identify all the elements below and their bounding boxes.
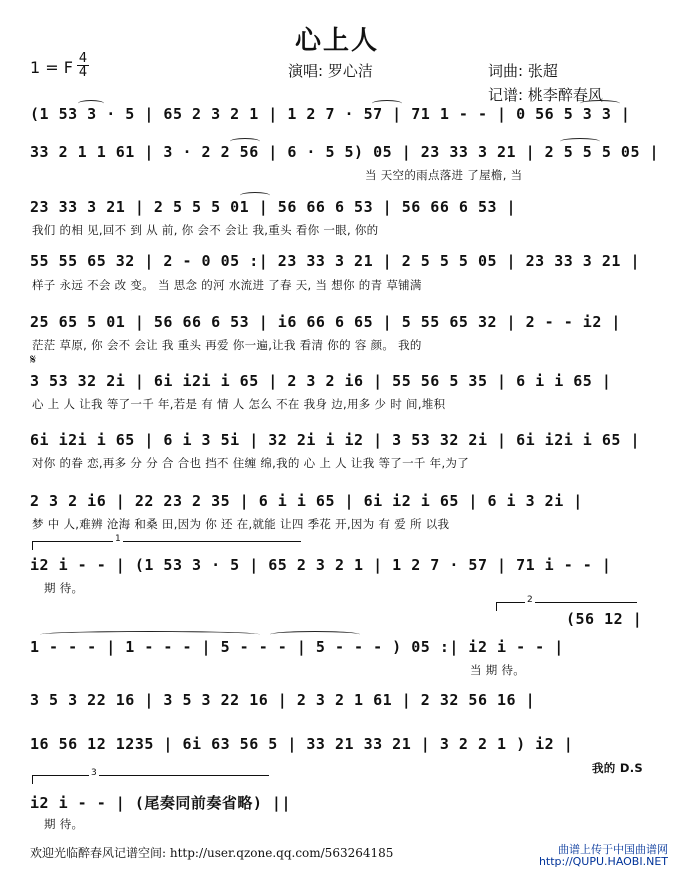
lyric-row-8: 梦 中 人,难辨 沧海 和桑 田,因为 你 还 在,就能 让四 季花 开,因为 有 爱 所 以我 [32, 517, 450, 531]
volta-1-bracket [32, 534, 301, 550]
slur-mark [372, 100, 402, 107]
lyric-row-5: 茫茫 草原, 你 会不 会让 我 重头 再爱 你一遍,让我 看清 你的 容 颜。 我的 [32, 338, 422, 352]
notation-row-11: 1 - - - | 1 - - - | 5 - - - | 5 - - - ) 05 :| i2 i - - | [30, 638, 564, 656]
slur-mark [270, 631, 360, 638]
lyric-row-6: 心 上 人 让我 等了一千 年,若是 有 情 人 怎么 不在 我身 边,用多 少 时 间,堆积 [32, 397, 446, 411]
transcriber: 记谱: 桃李醉春风 [488, 86, 603, 104]
key-label: 1 = F [30, 58, 73, 77]
notation-row-13: 16 56 12 1235 | 6i 63 56 5 | 33 21 33 21 | 3 2 2 1 ) i2 | [30, 735, 574, 753]
notation-row-2: 33 2 1 1 61 | 3 · 2 2 56 | 6 · 5 5) 05 | 23 33 3 21 | 2 5 5 5 05 | [30, 143, 660, 161]
footer-credit: 欢迎光临醉春风记谱空间: http://user.qzone.qq.com/563264185 [30, 846, 394, 860]
notation-row-14: i2 i - - | (尾奏同前奏省略) || [30, 794, 291, 812]
lyric-row-9: 期 待。 [44, 581, 84, 595]
volta-3-label: 3 [91, 768, 97, 778]
slur-mark [580, 100, 620, 107]
notation-row-3: 23 33 3 21 | 2 5 5 5 01 | 56 66 6 53 | 56 66 6 53 | [30, 198, 517, 216]
lyric-row-4: 样子 永远 不会 改 变。 当 思念 的河 水流进 了春 天, 当 想你 的青 草铺满 [32, 278, 422, 292]
volta-2-label: 2 [527, 595, 533, 605]
lyric-row-7: 对你 的眷 恋,再多 分 分 合 合也 挡不 住缠 绵,我的 心 上 人 让我 等了一千 年,为了 [32, 456, 469, 470]
slur-mark [240, 192, 270, 199]
notation-row-5: 25 65 5 01 | 56 66 6 53 | i6 66 6 65 | 5 55 65 32 | 2 - - i2 | [30, 313, 621, 331]
notation-row-9: i2 i - - | (1 53 3 · 5 | 65 2 3 2 1 | 1 2 7 · 57 | 71 i - - | [30, 556, 612, 574]
notation-row-12: 3 5 3 22 16 | 3 5 3 22 16 | 2 3 2 1 61 | 2 32 56 16 | [30, 691, 536, 709]
lyric-row-13: 我的 D.S [592, 761, 644, 775]
song-title: 心上人 [294, 26, 379, 56]
slur-mark [78, 100, 104, 107]
notation-row-1: (1 53 3 · 5 | 65 2 3 2 1 | 1 2 7 · 57 | 71 1 - - | 0 56 5 3 3 | [30, 105, 631, 123]
volta-3-bracket [32, 768, 269, 784]
notation-row-10: (56 12 | [566, 610, 643, 628]
singer: 演唱: 罗心洁 [288, 62, 373, 80]
slur-mark [560, 138, 600, 145]
lyric-row-11: 当 期 待。 [470, 663, 526, 677]
notation-row-4: 55 55 65 32 | 2 - 0 05 :| 23 33 3 21 | 2 5 5 5 05 | 23 33 3 21 | [30, 252, 640, 270]
slur-mark [40, 631, 260, 638]
lyric-row-3: 我们 的相 见,回不 到 从 前, 你 会不 会让 我,重头 看你 一眼, 你的 [32, 223, 379, 237]
time-sig-bottom: 4 [78, 65, 88, 80]
time-signature [76, 52, 90, 79]
slur-mark [230, 138, 260, 145]
notation-row-6: 3 53 32 2i | 6i i2i i 65 | 2 3 2 i6 | 55 56 5 35 | 6 i i 65 | [30, 372, 612, 390]
volta-1-label: 1 [115, 534, 121, 544]
time-sig-top: 4 [78, 51, 88, 66]
footer-source-link[interactable]: http://QUPU.HAOBI.NET [538, 855, 668, 868]
segno-sign: 𝄋 [30, 352, 37, 368]
footer-source-line-1: 曲谱上传于中国曲谱网 [558, 843, 668, 856]
notation-row-7: 6i i2i i 65 | 6 i 3 5i | 32 2i i i2 | 3 53 32 2i | 6i i2i i 65 | [30, 431, 640, 449]
notation-row-8: 2 3 2 i6 | 22 23 2 35 | 6 i i 65 | 6i i2 i 65 | 6 i 3 2i | [30, 492, 583, 510]
composer: 词曲: 张超 [488, 62, 558, 80]
key-signature [30, 51, 88, 80]
footer-source [539, 844, 668, 868]
lyric-row-14: 期 待。 [44, 817, 84, 831]
lyric-row-2: 当 天空的雨点落进 了屋檐, 当 [365, 168, 523, 182]
